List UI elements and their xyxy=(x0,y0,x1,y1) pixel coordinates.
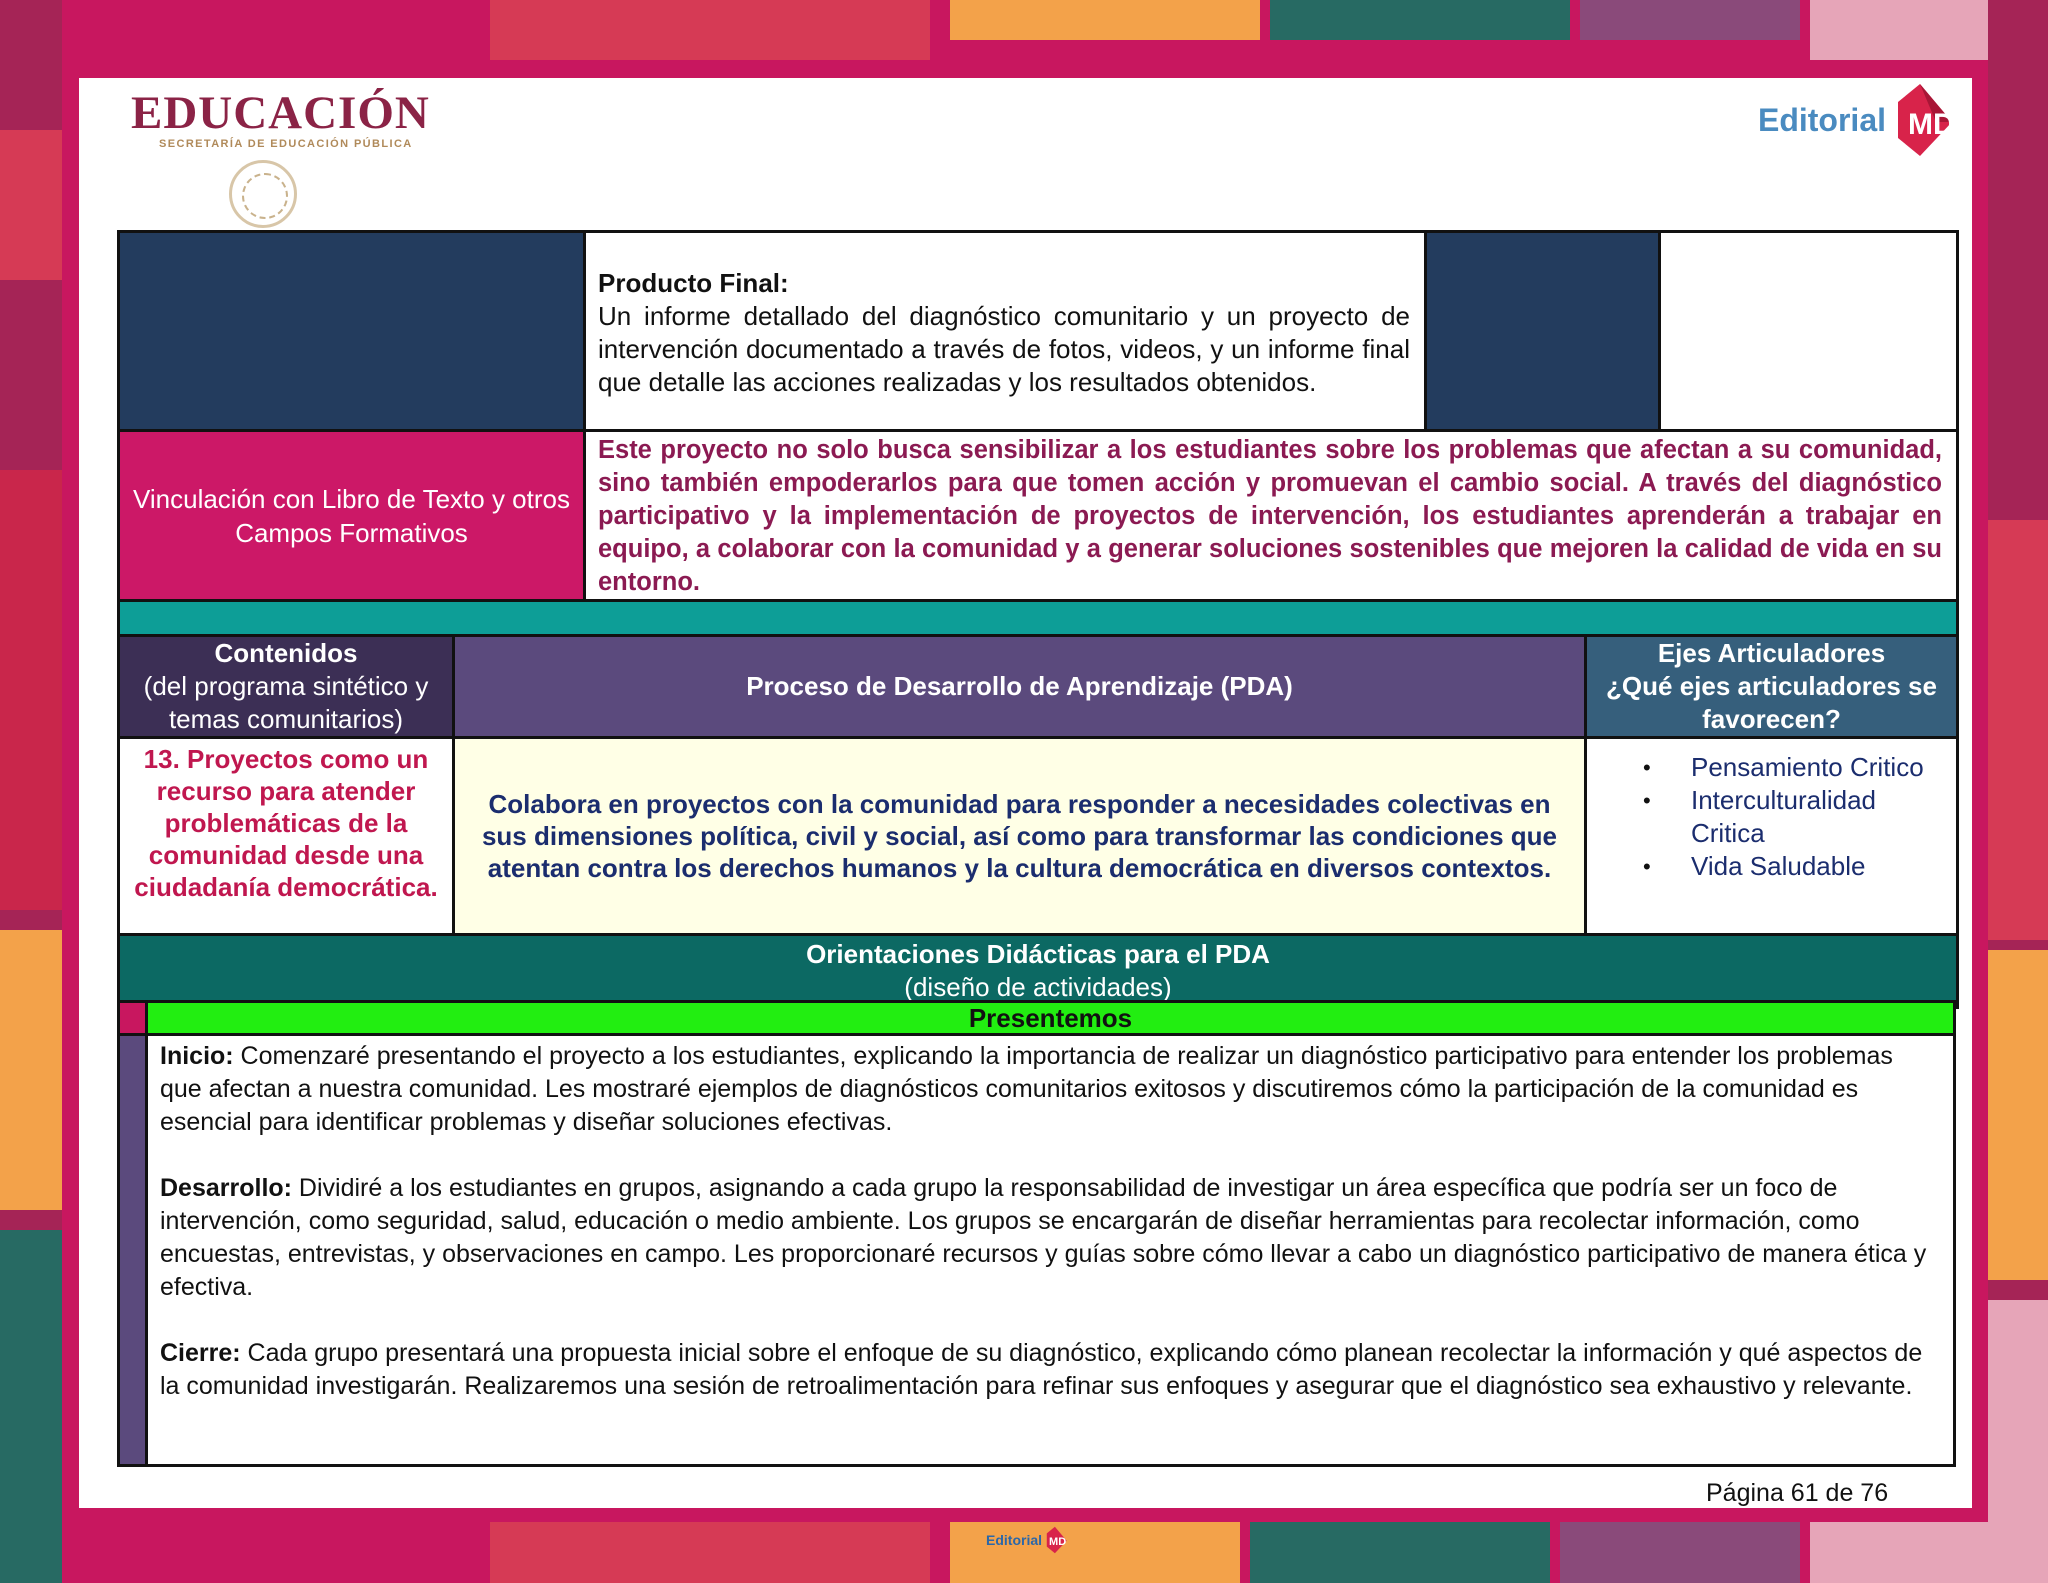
bg-tile xyxy=(0,130,62,280)
vinculacion-row xyxy=(119,431,1958,601)
bg-tile xyxy=(1560,1522,1800,1583)
sep-logo-title: EDUCACIÓN xyxy=(131,87,430,139)
phase-row xyxy=(119,1002,1955,1035)
orientaciones-subtitle: (diseño de actividades) xyxy=(904,972,1172,1002)
content-row xyxy=(119,738,1958,935)
orientaciones-row xyxy=(119,935,1958,1008)
bg-tile xyxy=(1580,0,1800,40)
bg-tile xyxy=(1270,0,1570,40)
ejes-header xyxy=(1586,636,1958,738)
ejes-cell xyxy=(1586,738,1958,935)
bg-tile xyxy=(0,470,62,910)
inicio-paragraph xyxy=(160,1040,1939,1139)
vinculacion-text: Este proyecto no solo busca sensibilizar a los estudiantes sobre los problemas que afectan a su comunidad, sino también empoderarlos para que tomen acción y promuevan el cambio social. A través del diagnóstico participativo y la implementación de proyectos de intervención, los estudiantes aprenderán a trabajar en equipo, a colaborar con la comunidad y a generar soluciones sostenibles que mejoren la calidad de vida en su entorno. xyxy=(585,431,1958,601)
desarrollo-paragraph xyxy=(160,1172,1939,1304)
cierre-paragraph xyxy=(160,1337,1939,1403)
producto-final-text: Un informe detallado del diagnóstico comunitario y un proyecto de intervención documentado a través de fotos, videos, y un informe final que detalle las acciones realizadas y los resultados obtenidos. xyxy=(598,301,1410,397)
bg-tile xyxy=(1810,0,1988,60)
list-item: • Pensamiento Critico xyxy=(1691,751,1950,784)
activities-side-marker xyxy=(119,1035,147,1466)
national-seal-icon xyxy=(229,160,297,228)
producto-final-cell xyxy=(585,232,1426,431)
contenidos-header xyxy=(119,636,454,738)
header-row xyxy=(119,636,1958,738)
list-item: • Interculturalidad Critica xyxy=(1691,784,1950,850)
bg-tile xyxy=(1988,520,2048,940)
teal-separator-row xyxy=(119,601,1958,636)
inicio-label: Inicio: xyxy=(160,1042,234,1070)
activities-cell xyxy=(147,1035,1955,1466)
contenidos-title: Contenidos xyxy=(214,638,358,668)
bg-tile xyxy=(1810,1522,1988,1583)
editorial-md-logo xyxy=(1758,82,1956,158)
ejes-list xyxy=(1587,751,1950,883)
contenido-cell: 13. Proyectos como un recurso para atender problemáticas de la comunidad desde una ciudadanía democrática. xyxy=(119,738,454,935)
navy-block xyxy=(119,232,585,431)
phase-label: Presentemos xyxy=(147,1002,1955,1035)
producto-final-heading: Producto Final: xyxy=(598,268,789,298)
desarrollo-text: Dividiré a los estudiantes en grupos, asignando a cada grupo la responsabilidad de investigar un área específica que podría ser un foco de intervención, como seguridad, salud, educación o medio ambiente. Los grupos se encargarán de diseñar herramientas para recolectar información, como encuestas, entrevistas, y observaciones en campo. Les proporcionaré recursos y guías sobre cómo llevar a cabo un diagnóstico participativo de manera ética y efectiva. xyxy=(160,1174,1927,1301)
footer-logo-mark: MD xyxy=(1049,1536,1067,1549)
navy-block xyxy=(1426,232,1660,431)
bg-tile xyxy=(490,1522,930,1583)
orientaciones-title: Orientaciones Didácticas para el PDA xyxy=(806,939,1270,969)
pda-header: Proceso de Desarrollo de Aprendizaje (PDA) xyxy=(454,636,1586,738)
producto-final-row xyxy=(119,232,1958,431)
vinculacion-label: Vinculación con Libro de Texto y otros Campos Formativos xyxy=(119,431,585,601)
pda-cell: Colabora en proyectos con la comunidad para responder a necesidades colectivas en sus dimensiones política, civil y social, así como para transformar las condiciones que atentan contra los derechos humanos y la cultura democrática en diversos contextos. xyxy=(454,738,1586,935)
contenidos-subtitle: (del programa sintético y temas comunitarios) xyxy=(143,671,429,734)
list-item: • Vida Saludable xyxy=(1691,850,1950,883)
activities-row xyxy=(119,1035,1955,1466)
inicio-text: Comenzaré presentando el proyecto a los estudiantes, explicando la importancia de realizar un diagnóstico participativo para entender los problemas que afectan a nuestra comunidad. Les mostraré ejemplos de diagnósticos comunitarios exitosos y discutiremos cómo la participación de la comunidad es esencial para identificar problemas y diseñar soluciones efectivas. xyxy=(160,1042,1893,1136)
bg-tile xyxy=(0,930,62,1210)
cierre-label: Cierre: xyxy=(160,1339,241,1367)
ejes-subtitle: ¿Qué ejes articuladores se favorecen? xyxy=(1606,671,1937,734)
cierre-text: Cada grupo presentará una propuesta inicial sobre el enfoque de su diagnóstico, explicando cómo planean recolectar la información y qué aspectos de la comunidad investigarán. Realizaremos una sesión de retroalimentación para refinar sus enfoques y asegurar que el diagnóstico sea exhaustivo y relevante. xyxy=(160,1339,1923,1400)
orientaciones-header xyxy=(119,935,1958,1008)
bg-tile xyxy=(1988,1300,2048,1583)
editorial-logo-text: Editorial xyxy=(1757,101,1886,138)
md-logo-mark: MD xyxy=(1908,108,1955,141)
footer-logo-text: Editorial xyxy=(986,1532,1043,1548)
phase-side-marker xyxy=(119,1002,147,1035)
sep-logo xyxy=(131,86,430,150)
desarrollo-label: Desarrollo: xyxy=(160,1174,292,1202)
sep-logo-subtitle: SECRETARÍA DE EDUCACIÓN PÚBLICA xyxy=(159,138,413,150)
bg-tile xyxy=(950,0,1260,40)
activities-table xyxy=(117,1000,1956,1467)
planning-table xyxy=(117,230,1959,1009)
bg-tile xyxy=(0,1230,62,1583)
page-number: Página 61 de 76 xyxy=(1706,1479,1889,1507)
bg-tile xyxy=(1250,1522,1550,1583)
teal-separator xyxy=(119,601,1958,636)
ejes-title: Ejes Articuladores xyxy=(1657,638,1886,668)
md-logo-icon xyxy=(1890,82,1956,158)
md-logo-icon xyxy=(1042,1526,1070,1554)
document-page xyxy=(79,78,1972,1508)
bg-tile xyxy=(490,0,930,60)
footer-editorial-logo xyxy=(986,1526,1070,1554)
empty-cell xyxy=(1660,232,1958,431)
bg-tile xyxy=(1988,950,2048,1280)
